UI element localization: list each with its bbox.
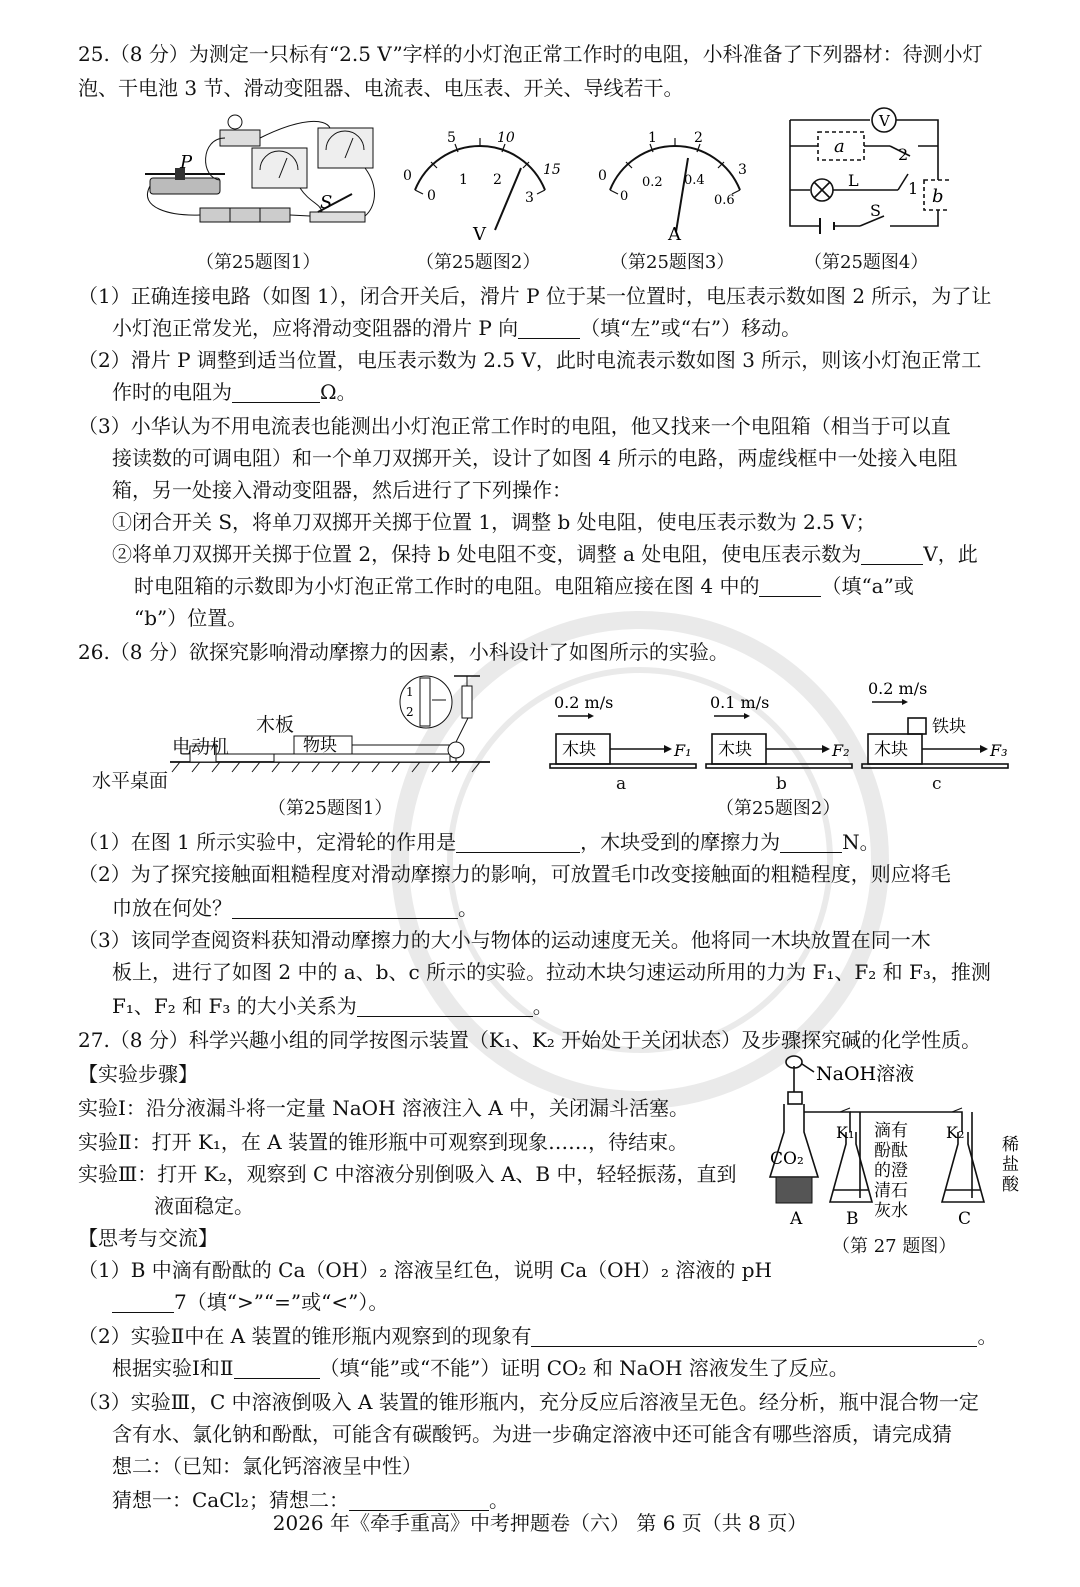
q25-part3-line2: 接读数的可调电阻）和一个单刀双掷开关，设计了如图 4 所示的电路，两虚线框中一处接入电阻	[112, 446, 958, 470]
q27-part2-text3: （填“能”或“不能”）证明 CO₂ 和 NaOH 溶液发生了反应。	[319, 1356, 849, 1380]
q25-fig3-ammeter	[590, 128, 760, 248]
fig4-label-b: b	[932, 186, 944, 207]
q27-step2: 实验Ⅱ：打开 K₁，在 A 装置的锥形瓶中可观察到现象……，待结束。	[78, 1130, 689, 1154]
q25-part2-unit: Ω。	[320, 380, 357, 404]
q25-stem-line1: 25.（8 分）为测定一只标有“2.5 V”字样的小灯泡正常工作时的电阻，小科准备了下列器材：待测小灯	[78, 42, 983, 66]
q25-part3-step1: ①闭合开关 S，将单刀双掷开关掷于位置 1，调整 b 处电阻，使电压表示数为 2.5 V；	[112, 510, 876, 534]
ammeter-upper-tick-0: 0	[598, 168, 607, 184]
q26-board-label: 木板	[256, 714, 295, 736]
q25-part3-step2-text2: 时电阻箱的示数即为小灯泡正常工作时的电阻。电阻箱应接在图 4 中的	[134, 574, 760, 598]
q26-part2-line2	[112, 894, 478, 922]
q27-fig-b-text-3: 的澄	[874, 1161, 908, 1181]
q25-part2-text: 作时的电阻为	[112, 380, 232, 404]
q25-part3-voltage-blank[interactable]	[861, 544, 923, 565]
ammeter-lower-tick-0: 0	[620, 189, 629, 204]
ammeter-upper-tick-2: 2	[694, 130, 703, 146]
q25-part1-text: 小灯泡正常发光，应将滑动变阻器的滑片 P 向	[112, 316, 519, 340]
fig4-pos-2: 2	[898, 145, 909, 164]
q25-fig1-label-p: P	[180, 152, 193, 173]
q27-fig-apparatus	[762, 1052, 1042, 1227]
fig4-pos-1: 1	[908, 179, 919, 198]
q26-fig2b-block: 木块	[718, 740, 752, 760]
q25-fig1-caption: （第25题图1）	[196, 252, 321, 273]
page-footer: 2026 年《牵手重高》中考押题卷（六） 第 6 页（共 8 页）	[272, 1511, 808, 1535]
voltmeter-upper-tick-10: 10	[497, 130, 515, 146]
q25-part2-line2	[112, 378, 357, 406]
q27-fig-b-text-4: 清石	[874, 1181, 908, 1201]
q27-guess-text: 猜想一：CaCl₂；猜想二：	[112, 1488, 349, 1512]
q26-force-relation-blank[interactable]	[357, 996, 533, 1017]
q26-fig2b-label: b	[776, 774, 787, 794]
q27-fig-c-text-2: 盐	[1002, 1155, 1019, 1175]
q27-step3-line2: 液面稳定。	[154, 1194, 254, 1218]
q26-block-label: 物块	[303, 736, 337, 756]
q27-fig-co2-label: CO₂	[770, 1149, 804, 1169]
q26-friction-blank[interactable]	[780, 832, 842, 853]
q27-part1-hint: 7（填“>”“=”或“<”）。	[174, 1290, 389, 1314]
q25-part3-step2-tail: V，此	[923, 542, 978, 566]
q27-part2-text: （2）实验Ⅱ中在 A 装置的锥形瓶内观察到的现象有	[78, 1324, 532, 1348]
q27-fig-k1-label: K₁	[836, 1123, 855, 1142]
q26-part3-line1: （3）该同学查阅资料获知滑动摩擦力的大小与物体的运动速度无关。他将同一木块放置在同一木	[78, 928, 931, 952]
q27-fig-label-c: C	[958, 1209, 972, 1227]
q25-part2-answer-blank[interactable]	[232, 382, 320, 403]
q26-fig2b-force: F₂	[832, 741, 850, 760]
q26-fig2c-force: F₃	[990, 741, 1008, 760]
q27-stem: 27.（8 分）科学兴趣小组的同学按图示装置（K₁、K₂ 开始处于关闭状态）及步骤探究碱的化学性质。	[78, 1028, 982, 1052]
q26-fig2a-block: 木块	[562, 740, 596, 760]
q26-table-label: 水平桌面	[92, 770, 169, 792]
q26-part1-unit: N。	[842, 830, 880, 854]
q27-can-prove-blank[interactable]	[234, 1358, 320, 1379]
ammeter-lower-tick-04: 0.4	[684, 173, 705, 188]
q27-guess-end: 。	[488, 1488, 509, 1512]
fig4-label-l: L	[848, 171, 859, 190]
q27-steps-heading: 【实验步骤】	[78, 1062, 198, 1086]
fig4-label-s: S	[870, 201, 881, 220]
q26-fig2c-label: c	[932, 774, 942, 794]
q27-part3-line1: （3）实验Ⅲ，C 中溶液倒吸入 A 装置的锥形瓶内，充分反应后溶液呈无色。经分析，瓶中混合物一定	[78, 1390, 979, 1414]
q25-part3-position-blank[interactable]	[759, 576, 821, 597]
q26-part3-line3	[112, 992, 553, 1020]
q25-part3-step2	[112, 540, 978, 568]
q27-step3-line1: 实验Ⅲ：打开 K₂，观察到 C 中溶液分别倒吸入 A、B 中，轻轻振荡，直到	[78, 1162, 737, 1186]
q26-part2-text: 巾放在何处？	[112, 896, 232, 920]
q27-part2-end: 。	[977, 1324, 998, 1348]
voltmeter-upper-tick-5: 5	[447, 130, 456, 146]
q25-part2-line1: （2）滑片 P 调整到适当位置，电压表示数为 2.5 V，此时电流表示数如图 3 所示，则该小灯泡正常工	[78, 348, 982, 372]
q26-fig2a-speed: 0.2 m/s	[554, 693, 614, 712]
q25-part3-step2-line3: “b”）位置。	[134, 606, 248, 630]
q26-fig2a-force: F₁	[674, 741, 692, 760]
q27-fig-c-text-3: 酸	[1002, 1175, 1019, 1195]
q26-part1	[78, 828, 880, 856]
q27-think-heading: 【思考与交流】	[78, 1226, 218, 1250]
q25-part1-line1: （1）正确连接电路（如图 1），闭合开关后，滑片 P 位于某一位置时，电压表示数如图 2 所示，为了让	[78, 284, 992, 308]
ammeter-lower-tick-02: 0.2	[642, 175, 663, 190]
q25-fig4-circuit-diagram	[780, 104, 950, 244]
q27-fig-b-text-5: 灰水	[874, 1201, 908, 1221]
q26-pulley-role-blank[interactable]	[456, 832, 580, 853]
q25-part3-step2-line2	[134, 572, 914, 600]
voltmeter-lower-tick-2: 2	[493, 172, 502, 188]
q26-scale-tick-2: 2	[406, 705, 414, 719]
q25-stem-line2: 泡、干电池 3 节、滑动变阻器、电流表、电压表、开关、导线若干。	[78, 76, 684, 100]
voltmeter-upper-tick-15: 15	[543, 162, 561, 178]
q25-part3-step2-text: ②将单刀双掷开关掷于位置 2，保持 b 处电阻不变，调整 a 处电阻，使电压表示数为	[112, 542, 862, 566]
ammeter-lower-tick-06: 0.6	[714, 193, 735, 208]
q27-part3-line3: 想二：（已知：氯化钙溶液呈中性）	[112, 1454, 422, 1478]
voltmeter-lower-tick-1: 1	[459, 172, 468, 188]
q26-fig2c-speed: 0.2 m/s	[868, 679, 928, 698]
q26-part1-text: （1）在图 1 所示实验中，定滑轮的作用是	[78, 830, 457, 854]
q27-fig-label-a: A	[790, 1209, 803, 1227]
voltmeter-upper-tick-0: 0	[403, 168, 412, 184]
q26-fig2c-iron: 铁块	[932, 717, 966, 737]
ammeter-unit: A	[668, 224, 681, 245]
q26-scale-tick-1: 1	[406, 685, 414, 699]
q26-fig2b-speed: 0.1 m/s	[710, 693, 770, 712]
q25-part1-answer-blank[interactable]	[518, 318, 580, 339]
q26-part3-text: F₁、F₂ 和 F₃ 的大小关系为	[112, 994, 357, 1018]
q27-fig-naoh-label: NaOH溶液	[816, 1063, 915, 1085]
q25-part3-line3: 箱，另一处接入滑动变阻器，然后进行了下列操作：	[112, 478, 572, 502]
fig4-label-a: a	[834, 136, 845, 157]
q27-fig-c-text-1: 稀	[1002, 1135, 1019, 1155]
q27-part1-line1: （1）B 中滴有酚酞的 Ca（OH）₂ 溶液呈红色，说明 Ca（OH）₂ 溶液的 pH	[78, 1258, 772, 1282]
q27-fig-label-b: B	[846, 1209, 859, 1227]
q26-part3-end: 。	[532, 994, 553, 1018]
q26-fig1-caption: （第25题图1）	[268, 798, 393, 819]
q27-part2-line1	[78, 1322, 997, 1350]
ammeter-upper-tick-1: 1	[648, 130, 657, 146]
q26-fig2c-block: 木块	[874, 740, 908, 760]
voltmeter-unit: V	[473, 224, 486, 245]
q27-fig-b-text-2: 酚酞	[874, 1141, 908, 1161]
q27-part2-text2: 根据实验Ⅰ和Ⅱ	[112, 1356, 234, 1380]
q25-fig2-voltmeter	[395, 128, 565, 248]
fig4-voltmeter-label: V	[879, 112, 890, 130]
q26-motor-label: 电动机	[172, 736, 230, 758]
voltmeter-lower-tick-0: 0	[427, 188, 436, 204]
q25-fig1-circuit	[140, 108, 390, 243]
ammeter-upper-tick-3: 3	[738, 162, 747, 178]
q26-part2-line1: （2）为了探究接触面粗糙程度对滑动摩擦力的影响，可放置毛巾改变接触面的粗糙程度，则应将毛	[78, 862, 951, 886]
q25-part1-hint: （填“左”或“右”）移动。	[580, 316, 802, 340]
q27-fig-b-text-1: 滴有	[874, 1121, 908, 1141]
q27-part1-line2	[112, 1288, 388, 1316]
q26-stem: 26.（8 分）欲探究影响滑动摩擦力的因素，小科设计了如图所示的实验。	[78, 640, 729, 664]
q26-part2-end: 。	[458, 896, 478, 920]
q27-ph-blank[interactable]	[112, 1292, 174, 1313]
voltmeter-lower-tick-3: 3	[525, 190, 534, 206]
q25-part1-line2	[112, 314, 801, 342]
q25-part3-step2-hint: （填“a”或	[821, 574, 914, 598]
q27-step1: 实验Ⅰ：沿分液漏斗将一定量 NaOH 溶液注入 A 中，关闭漏斗活塞。	[78, 1096, 690, 1120]
q27-phenomenon-blank[interactable]	[531, 1326, 977, 1347]
q26-part3-line2: 板上，进行了如图 2 中的 a、b、c 所示的实验。拉动木块匀速运动所用的力为 F₁、F₂ 和 F₃，推测	[112, 960, 991, 984]
q25-fig1-label-s: S	[320, 192, 333, 213]
q26-part1-text2: ，木块受到的摩擦力为	[580, 830, 781, 854]
q25-fig2-caption: （第25题图2）	[416, 252, 541, 273]
q26-fig2a-label: a	[616, 774, 627, 794]
q26-fig2-caption: （第25题图2）	[716, 798, 841, 819]
q27-fig-k2-label: K₂	[946, 1123, 965, 1142]
q26-towel-position-blank[interactable]	[232, 898, 458, 919]
q27-part3-line2: 含有水、氯化钠和酚酞，可能含有碳酸钙。为进一步确定溶液中还可能含有哪些溶质，请完成猜	[112, 1422, 952, 1446]
q25-fig3-caption: （第25题图3）	[610, 252, 735, 273]
q25-part3-line1: （3）小华认为不用电流表也能测出小灯泡正常工作时的电阻，他又找来一个电阻箱（相当于可以直	[78, 414, 951, 438]
q26-fig2-experiments	[540, 676, 1030, 776]
q27-fig-caption: （第 27 题图）	[832, 1236, 957, 1257]
q27-part2-line2	[112, 1354, 849, 1382]
q25-fig4-caption: （第25题图4）	[804, 252, 929, 273]
